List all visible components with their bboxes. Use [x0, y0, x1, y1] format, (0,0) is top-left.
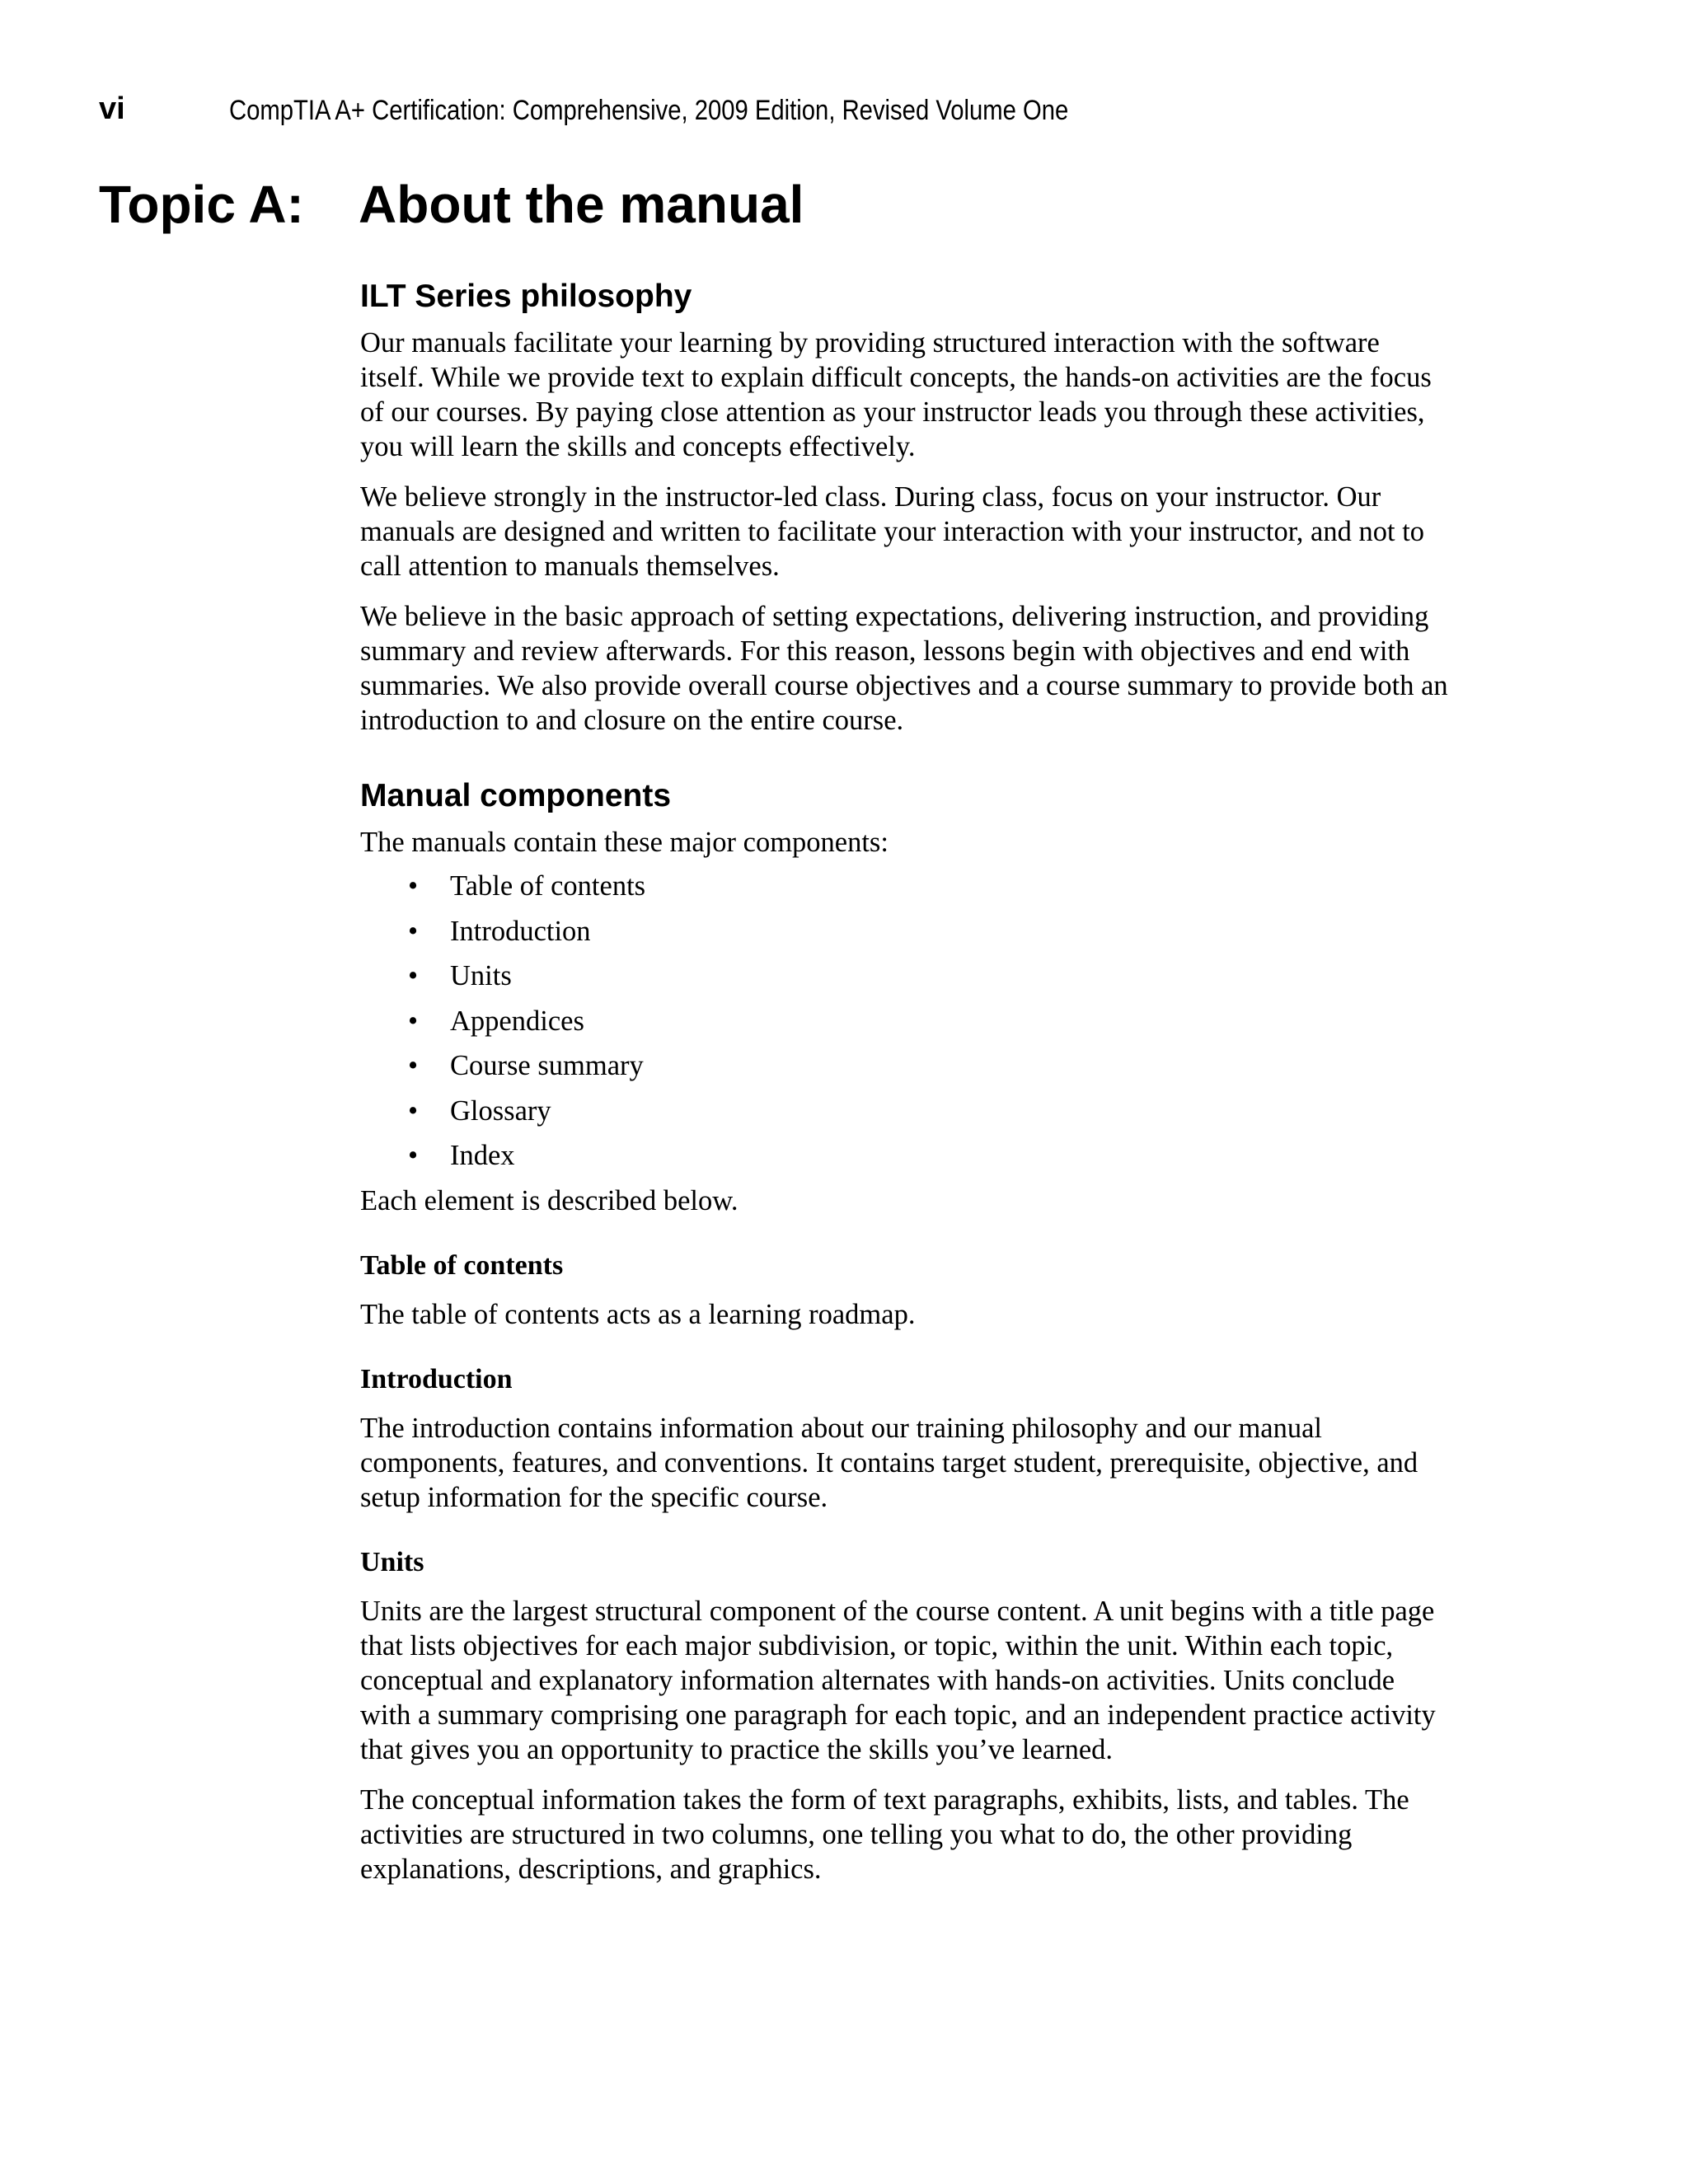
components-outro: Each element is described below.	[360, 1184, 738, 1216]
philosophy-paragraph: We believe strongly in the instructor-led class. During class, focus on your instructor. Our manuals are designed and written to facilitate your interaction with your instructor, and not to call attention to manuals themselves.	[360, 481, 1425, 582]
section-heading-philosophy: ILT Series philosophy	[360, 279, 692, 314]
bullet-icon: •	[408, 1094, 419, 1127]
subheading-introduction: Introduction	[360, 1363, 513, 1394]
components-list	[408, 869, 1448, 1173]
philosophy-paragraph: We believe in the basic approach of setting expectations, delivering instruction, and providing summary and review afterwards. For this reason, lessons begin with objectives and end with summaries. We also provide overall course objectives and a course summary to provide both an introduction to and closure on the entire course.	[360, 601, 1448, 736]
list-item	[408, 1004, 1448, 1038]
bullet-icon: •	[408, 870, 419, 902]
bullet-icon: •	[408, 915, 419, 947]
philosophy-paragraph: Our manuals facilitate your learning by providing structured interaction with the software itself. While we provide text to explain difficult concepts, the hands-on activities are the focus of our courses. By paying close attention as your instructor leads you through these activities, you will learn the skills and concepts effectively.	[360, 327, 1432, 462]
list-item	[408, 1094, 1448, 1128]
page-header	[99, 92, 1582, 134]
list-item-label: Units	[450, 960, 512, 991]
topic-heading	[99, 173, 1582, 239]
bullet-icon: •	[408, 1005, 419, 1037]
main-content	[360, 276, 1448, 1902]
list-item	[408, 869, 1448, 903]
bullet-icon: •	[408, 1140, 419, 1171]
list-item	[408, 1048, 1448, 1083]
list-item-label: Introduction	[450, 915, 591, 947]
units-paragraph: Units are the largest structural component of the course content. A unit begins with a title page that lists objectives for each major subdivision, or topic, within the unit. Within each topic, conceptual and explanatory information alternates with hands-on activities. Units conclude with a summary comprising one paragraph for each topic, and an independent practice activity that gives you an opportunity to practice the skills you’ve learned.	[360, 1595, 1436, 1765]
page-number: vi	[99, 91, 125, 126]
toc-paragraph: The table of contents acts as a learning roadmap.	[360, 1298, 916, 1330]
list-item-label: Glossary	[450, 1094, 551, 1127]
running-title: CompTIA A+ Certification: Comprehensive, 2009 Edition, Revised Volume One	[229, 95, 1069, 126]
topic-title: About the manual	[359, 175, 804, 234]
list-item-label: Table of contents	[450, 870, 646, 902]
list-item-label: Appendices	[450, 1005, 584, 1037]
bullet-icon: •	[408, 960, 419, 991]
components-intro: The manuals contain these major components:	[360, 827, 889, 858]
units-paragraph: The conceptual information takes the form of text paragraphs, exhibits, lists, and tables. The activities are structured in two columns, one telling you what to do, the other providing explanations, descriptions, and graphics.	[360, 1783, 1409, 1885]
subheading-table-of-contents: Table of contents	[360, 1249, 564, 1281]
list-item-label: Course summary	[450, 1050, 644, 1081]
list-item	[408, 914, 1448, 949]
section-heading-components: Manual components	[360, 778, 672, 813]
introduction-paragraph: The introduction contains information about our training philosophy and our manual components, features, and conventions. It contains target student, prerequisite, objective, and setup information for the specific course.	[360, 1412, 1418, 1513]
bullet-icon: •	[408, 1050, 419, 1081]
list-item-label: Index	[450, 1140, 515, 1171]
list-item	[408, 958, 1448, 993]
subheading-units: Units	[360, 1546, 424, 1577]
list-item	[408, 1138, 1448, 1173]
topic-label: Topic A:	[99, 175, 304, 234]
